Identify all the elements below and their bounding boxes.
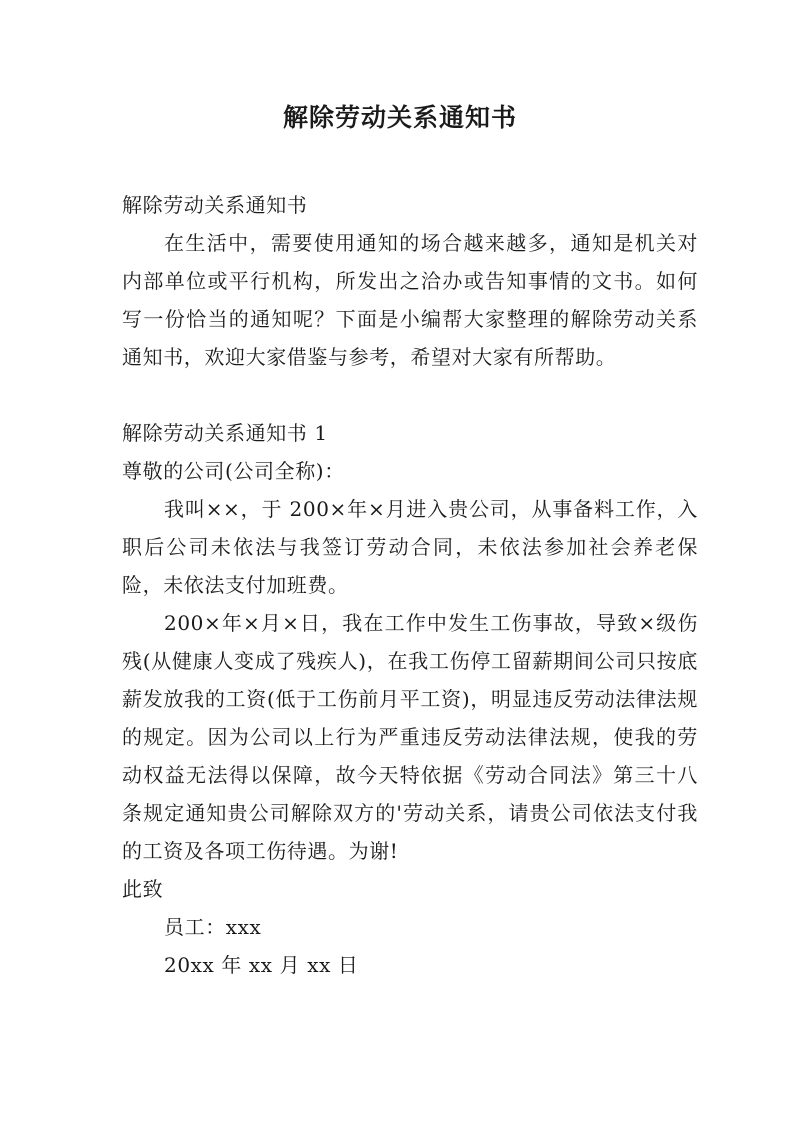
letter-closing: 此致 <box>122 877 164 901</box>
intro-heading: 解除劳动关系通知书 <box>122 193 308 217</box>
letter-paragraph-2: 200×年×月×日，我在工作中发生工伤事故，导致×级伤残(从健康人变成了残疾人)，在我工伤停工留薪期间公司只按底薪发放我的工资(低于工伤前月平工资)，明显违反劳动法律法规的规定。因为公司以上行为严重违反劳动法律法规，使我的劳动权益无法得以保障，故今天特依据《劳动合同法》第三十八条规定通知贵公司解除双方的'劳动关系，请贵公司依法支付我的工资及各项工伤待遇。为谢! <box>122 611 698 863</box>
letter-salutation: 尊敬的公司(公司全称)： <box>122 459 345 483</box>
letter-heading: 解除劳动关系通知书 1 <box>122 421 328 445</box>
letter-date: 20xx 年 xx 月 xx 日 <box>164 953 359 977</box>
letter-employee: 员工：xxx <box>164 915 262 939</box>
document-title: 解除劳动关系通知书 <box>282 103 517 132</box>
section-spacer <box>122 376 698 414</box>
letter-paragraph-1: 我叫××，于 200×年×月进入贵公司，从事备料工作，入职后公司未依法与我签订劳动合同，未依法参加社会养老保险，未依法支付加班费。 <box>122 497 698 597</box>
document-body <box>122 186 698 984</box>
intro-paragraph: 在生活中，需要使用通知的场合越来越多，通知是机关对内部单位或平行机构，所发出之洽办或告知事情的文书。如何写一份恰当的通知呢？下面是小编帮大家整理的解除劳动关系通知书，欢迎大家借鉴与参考，希望对大家有所帮助。 <box>122 231 698 369</box>
